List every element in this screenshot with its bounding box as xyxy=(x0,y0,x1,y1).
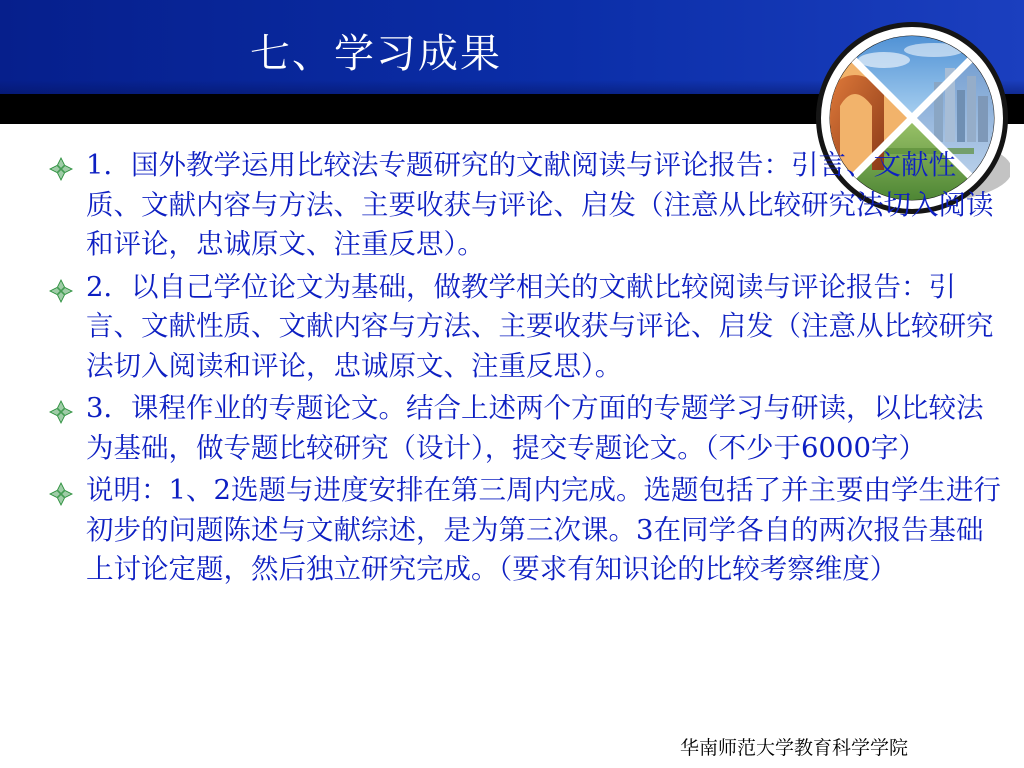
footer-institution: 华南师范大学教育科学学院 xyxy=(680,737,909,759)
diamond-bullet-icon xyxy=(48,156,74,182)
bullet-item xyxy=(40,471,1002,590)
bullet-item xyxy=(40,146,1002,265)
diamond-bullet-icon xyxy=(48,278,74,304)
bullet-text: 说明：1、2选题与进度安排在第三周内完成。选题包括了并主要由学生进行初步的问题陈述与文献综述，是为第三次课。3在同学各自的两次报告基础上讨论定题，然后独立研究完成。（要求有知识论的比较考察维度） xyxy=(86,474,1001,585)
bullet-item xyxy=(40,268,1002,387)
diamond-bullet-icon xyxy=(48,399,74,425)
diamond-bullet-icon xyxy=(48,481,74,507)
bullet-text: 2．以自己学位论文为基础，做教学相关的文献比较阅读与评论报告：引言、文献性质、文献内容与方法、主要收获与评论、启发（注意从比较研究法切入阅读和评论，忠诚原文、注重反思）。 xyxy=(86,270,994,382)
bullet-text: 1．国外教学运用比较法专题研究的文献阅读与评论报告：引言、文献性质、文献内容与方法、主要收获与评论、启发（注意从比较研究法切入阅读和评论，忠诚原文、注重反思）。 xyxy=(86,149,994,260)
bullet-item xyxy=(40,389,1002,468)
slide-title: 七、学习成果 xyxy=(250,31,502,77)
bullet-text: 3．课程作业的专题论文。结合上述两个方面的专题学习与研读，以比较法为基础，做专题比较研究（设计），提交专题论文。（不少于6000字） xyxy=(86,392,984,464)
bullet-list xyxy=(40,146,1002,593)
